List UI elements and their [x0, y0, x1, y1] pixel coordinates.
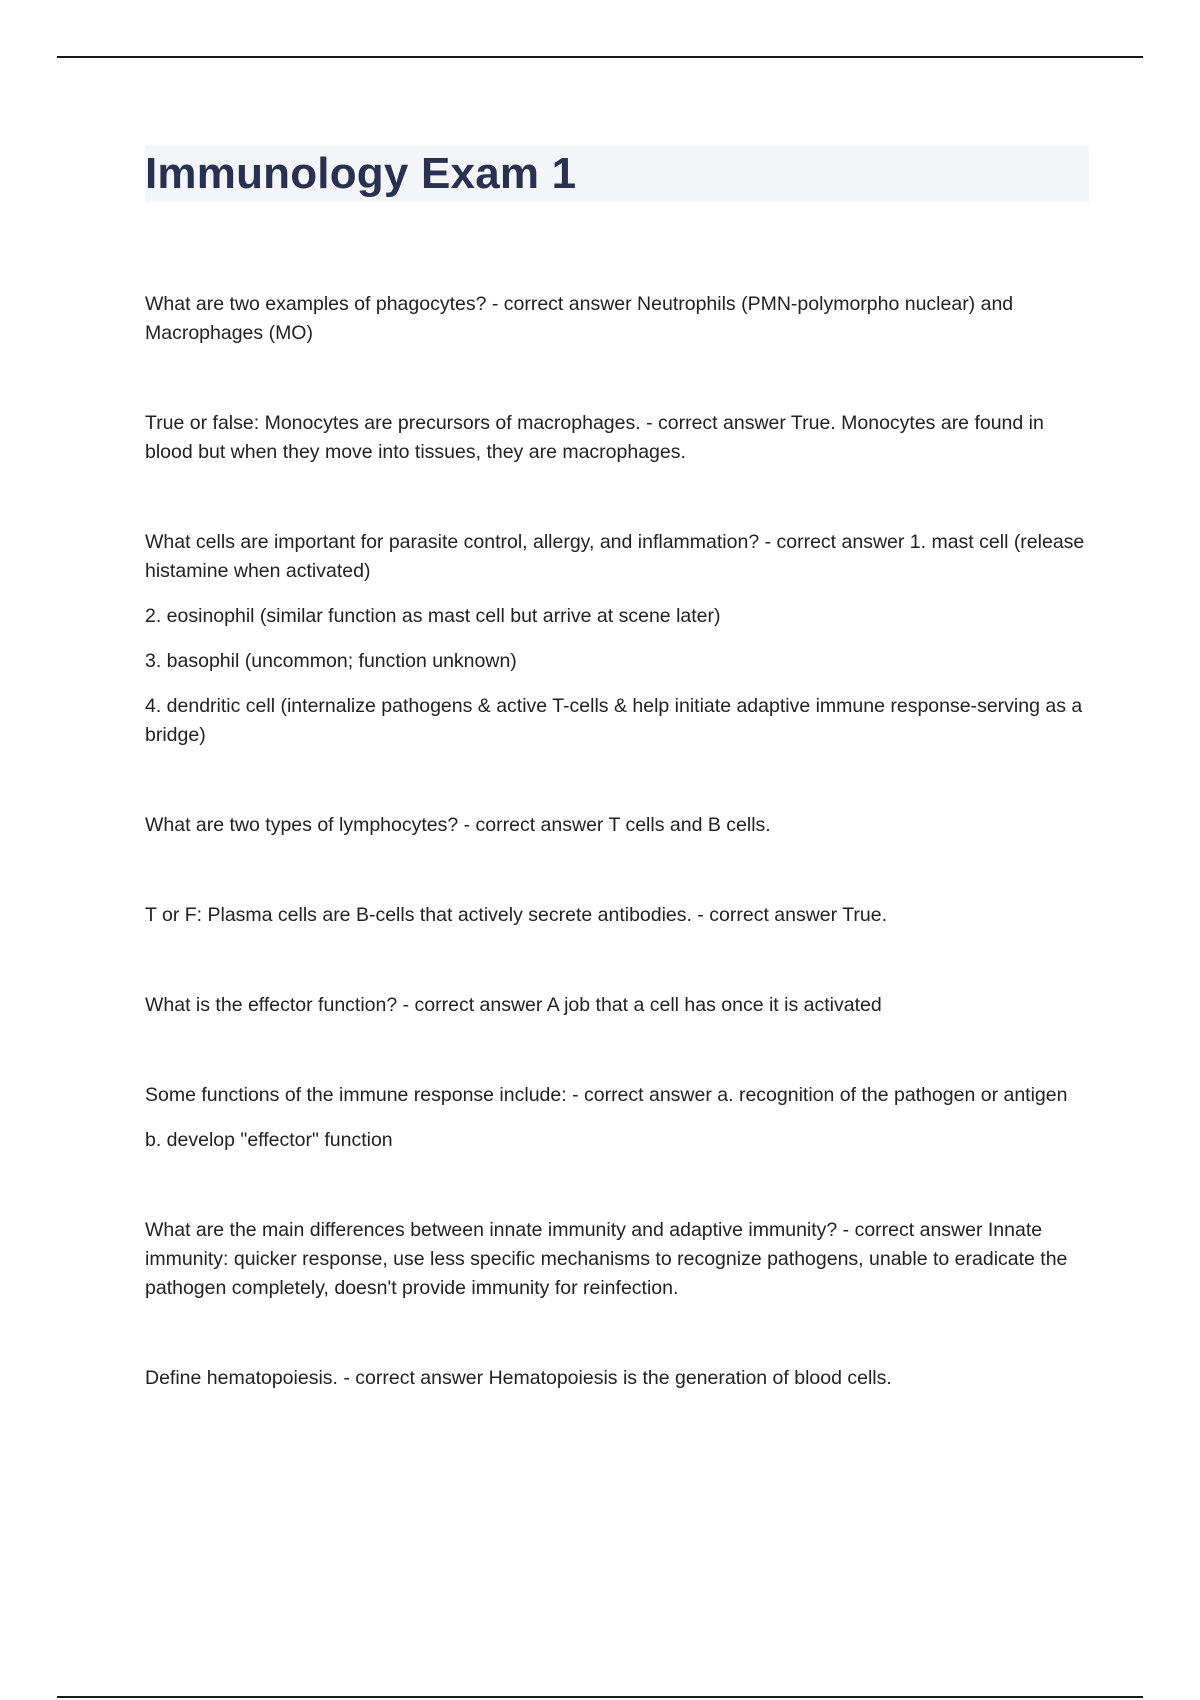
- qa-paragraph: 3. basophil (uncommon; function unknown): [145, 650, 517, 672]
- qa-item: [145, 1081, 1087, 1155]
- qa-item: [145, 409, 1087, 467]
- qa-item: [145, 901, 1087, 930]
- qa-paragraph: T or F: Plasma cells are B-cells that actively secrete antibodies. - correct answer True.: [145, 904, 887, 926]
- top-rule: [57, 56, 1143, 58]
- qa-paragraph: Define hematopoiesis. - correct answer Hematopoiesis is the generation of blood cells.: [145, 1367, 892, 1389]
- qa-item: [145, 1364, 1087, 1393]
- qa-paragraph: Some functions of the immune response include: - correct answer a. recognition of the pathogen or antigen: [145, 1084, 1068, 1106]
- qa-paragraph: What is the effector function? - correct answer A job that a cell has once it is activated: [145, 994, 882, 1016]
- qa-list: [145, 290, 1087, 1454]
- qa-item: [145, 1216, 1087, 1303]
- qa-paragraph: 4. dendritic cell (internalize pathogens & active T-cells & help initiate adaptive immune response-serving as a bridge): [145, 695, 1083, 746]
- qa-paragraph: What are the main differences between innate immunity and adaptive immunity? - correct answer Innate immunity: quicker response, use less specific mechanisms to recognize pathogens, unable to eradicate the pathogen completely, doesn't provide immunity for reinfection.: [145, 1219, 1068, 1299]
- qa-paragraph: What cells are important for parasite control, allergy, and inflammation? - correct answer 1. mast cell (release histamine when activated): [145, 531, 1085, 582]
- qa-item: [145, 991, 1087, 1020]
- qa-paragraph: True or false: Monocytes are precursors of macrophages. - correct answer True. Monocytes are found in blood but when they move into tissues, they are macrophages.: [145, 412, 1044, 463]
- qa-paragraph: 2. eosinophil (similar function as mast cell but arrive at scene later): [145, 605, 721, 627]
- qa-paragraph: What are two types of lymphocytes? - correct answer T cells and B cells.: [145, 814, 771, 836]
- qa-item: [145, 290, 1087, 348]
- qa-item: [145, 811, 1087, 840]
- qa-paragraph: What are two examples of phagocytes? - correct answer Neutrophils (PMN-polymorpho nuclear) and Macrophages (MO): [145, 293, 1014, 344]
- bottom-rule: [57, 1696, 1143, 1698]
- document-title: Immunology Exam 1: [145, 149, 577, 198]
- qa-item: [145, 528, 1087, 750]
- qa-paragraph: b. develop "effector" function: [145, 1129, 393, 1151]
